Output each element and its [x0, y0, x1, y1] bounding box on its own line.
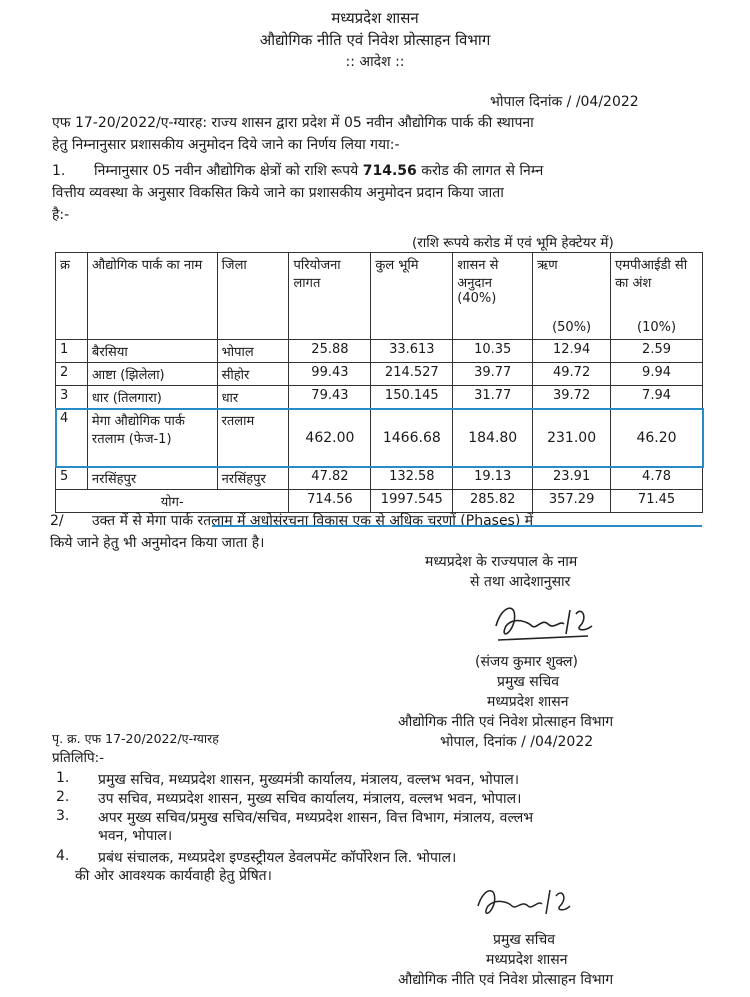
cell-sno: 1: [56, 340, 88, 363]
total-label: योग-: [56, 490, 289, 513]
total-cost: 714.56: [289, 490, 371, 513]
cell-mpidc: 4.78: [611, 467, 703, 490]
cell-park-name: बैरसिया: [87, 340, 217, 363]
paragraph-1-line-3: है:-: [52, 207, 70, 223]
authority-line-1: मध्यप्रदेश के राज्यपाल के नाम: [425, 554, 578, 570]
total-loan: 357.29: [533, 490, 611, 513]
copy-item-text: उप सचिव, मध्यप्रदेश शासन, मुख्य सचिव कार्यालय, मंत्रालय, वल्लभ भवन, भोपाल।: [98, 791, 522, 807]
cell-land: 214.527: [371, 363, 453, 386]
signatory-date: भोपाल, दिनांक / /04/2022: [440, 734, 594, 750]
header-mpidc-pct: (10%): [637, 320, 677, 335]
intro-line-1: एफ 17-20/2022/ए-ग्यारह: राज्य शासन द्वारा प्रदेश में 05 नवीन औद्योगिक पार्क की स्थापना: [52, 115, 534, 131]
cell-land: 150.145: [371, 386, 453, 409]
highlight-underline: [212, 525, 702, 527]
cell-cost: 25.88: [289, 340, 371, 363]
footer-signature-image: [470, 880, 580, 925]
signatory-government: मध्यप्रदेश शासन: [487, 694, 569, 710]
cell-loan: 39.72: [533, 386, 611, 409]
cell-park-name: मेगा औद्योगिक पार्क रतलाम (फेज-1): [87, 409, 217, 467]
cell-cost: 79.43: [289, 386, 371, 409]
cell-loan: 49.72: [533, 363, 611, 386]
header-department: औद्योगिक नीति एवं निवेश प्रोत्साहन विभाग: [259, 31, 491, 49]
cell-land: 1466.68: [371, 409, 453, 467]
cell-mpidc: 46.20: [611, 409, 703, 467]
cell-loan: 12.94: [533, 340, 611, 363]
table-row: [56, 340, 703, 363]
cell-park-name: धार (तिलगारा): [87, 386, 217, 409]
header-sno: क्र: [56, 253, 88, 340]
copy-item-number: 2.: [56, 789, 70, 805]
cell-cost: 99.43: [289, 363, 371, 386]
table-row: [56, 386, 703, 409]
paragraph-1: [52, 160, 702, 226]
table-units-note: (राशि रूपये करोड में एवं भूमि हेक्टेयर में): [412, 235, 614, 251]
cell-land: 33.613: [371, 340, 453, 363]
paragraph-2-line-2: किये जाने हेतु भी अनुमोदन किया जाता है।: [50, 535, 265, 551]
cell-district: सीहोर: [217, 363, 289, 386]
cell-district: धार: [217, 386, 289, 409]
forward-line: की ओर आवश्यक कार्यवाही हेतु प्रेषित।: [75, 868, 272, 884]
copy-item-number: 3.: [56, 808, 70, 824]
paragraph-1-text-a: निम्नानुसार 05 नवीन औद्योगिक क्षेत्रों को राशि रूपये: [94, 163, 363, 179]
order-date: भोपाल दिनांक / /04/2022: [490, 94, 639, 110]
cell-district: नरसिंहपुर: [217, 467, 289, 490]
header-project-cost: परियोजना लागत: [289, 253, 371, 340]
cell-district: भोपाल: [217, 340, 289, 363]
copy-item-text-continued: भवन, भोपाल।: [98, 828, 173, 844]
cell-cost: 462.00: [289, 409, 371, 467]
footer-signatory-government: मध्यप्रदेश शासन: [486, 952, 568, 968]
cell-sno: 5: [56, 467, 88, 490]
cell-grant: 184.80: [453, 409, 533, 467]
signatory-name: (संजय कुमार शुक्ल): [475, 654, 578, 670]
copy-label: प्रतिलिपि:-: [52, 750, 105, 766]
cell-sno: 2: [56, 363, 88, 386]
cell-cost: 47.82: [289, 467, 371, 490]
cell-loan: 23.91: [533, 467, 611, 490]
copy-item-number: 1.: [56, 770, 70, 786]
copy-item-text: प्रमुख सचिव, मध्यप्रदेश शासन, मुख्यमंत्री कार्यालय, मंत्रालय, वल्लभ भवन, भोपाल।: [98, 772, 520, 788]
cell-mpidc: 7.94: [611, 386, 703, 409]
copy-item-text: अपर मुख्य सचिव/प्रमुख सचिव/सचिव, मध्यप्रदेश शासन, वित्त विभाग, मंत्रालय, वल्लभ: [98, 810, 534, 826]
header-mpidc-share: एमपीआईडी सी का अंश (10%): [611, 253, 703, 340]
header-order-title: :: आदेश ::: [345, 54, 405, 70]
table-row: [56, 363, 703, 386]
cell-district: रतलाम: [217, 409, 289, 467]
cell-loan: 231.00: [533, 409, 611, 467]
signatory-department: औद्योगिक नीति एवं निवेश प्रोत्साहन विभाग: [398, 714, 614, 730]
footer-signatory-title: प्रमुख सचिव: [493, 932, 556, 948]
paragraph-2-line-1: उक्त में से मेगा पार्क रतलाम में अधोसंरचना विकास एक से अधिक चरणों (Phases) में: [92, 513, 534, 529]
cell-grant: 31.77: [453, 386, 533, 409]
header-loan: ऋण (50%): [533, 253, 611, 340]
footer-signatory-department: औद्योगिक नीति एवं निवेश प्रोत्साहन विभाग: [398, 972, 614, 988]
header-government: मध्यप्रदेश शासन: [331, 9, 419, 27]
header-grant: शासन से अनुदान (40%): [453, 253, 533, 340]
cell-sno: 3: [56, 386, 88, 409]
parks-table: [55, 252, 703, 513]
paragraph-2: [50, 510, 710, 554]
total-mpidc: 71.45: [611, 490, 703, 513]
header-total-land: कुल भूमि: [371, 253, 453, 340]
cell-sno: 4: [56, 409, 88, 467]
copy-item-text: प्रबंध संचालक, मध्यप्रदेश इण्डस्ट्रीयल डेवलपमेंट कॉर्पोरेशन लि. भोपाल।: [98, 850, 457, 866]
intro-paragraph: [52, 112, 702, 156]
paragraph-1-amount: 714.56: [362, 163, 417, 179]
paragraph-2-number: 2/: [50, 513, 64, 529]
table-header-row: [56, 253, 703, 340]
authority-line-2: से तथा आदेशानुसार: [470, 574, 571, 590]
endorsement-ref: पृ. क्र. एफ 17-20/2022/ए-ग्यारह: [52, 731, 219, 746]
intro-line-2: हेतु निम्नानुसार प्रशासकीय अनुमोदन दिये जाने का निर्णय लिया गया:-: [52, 137, 400, 153]
header-district: जिला: [217, 253, 289, 340]
cell-land: 132.58: [371, 467, 453, 490]
copy-item-number: 4.: [56, 848, 70, 864]
cell-mpidc: 9.94: [611, 363, 703, 386]
table-row-highlighted: [56, 409, 703, 467]
cell-grant: 10.35: [453, 340, 533, 363]
cell-mpidc: 2.59: [611, 340, 703, 363]
paragraph-1-line-2: वित्तीय व्यवस्था के अनुसार विकसित किये जाने का प्रशासकीय अनुमोदन प्रदान किया जाता: [52, 185, 504, 201]
paragraph-1-number: 1.: [52, 163, 66, 179]
cell-park-name: नरसिंहपुर: [87, 467, 217, 490]
signatory-title: प्रमुख सचिव: [497, 674, 560, 690]
table-row: [56, 467, 703, 490]
paragraph-1-text-b: करोड की लागत से निम्न: [416, 163, 544, 179]
cell-park-name: आष्टा (झिलेला): [87, 363, 217, 386]
signature-image: [488, 596, 608, 648]
header-loan-pct: (50%): [552, 320, 592, 335]
cell-grant: 19.13: [453, 467, 533, 490]
cell-grant: 39.77: [453, 363, 533, 386]
total-grant: 285.82: [453, 490, 533, 513]
header-park-name: औद्योगिक पार्क का नाम: [87, 253, 217, 340]
total-land: 1997.545: [371, 490, 453, 513]
